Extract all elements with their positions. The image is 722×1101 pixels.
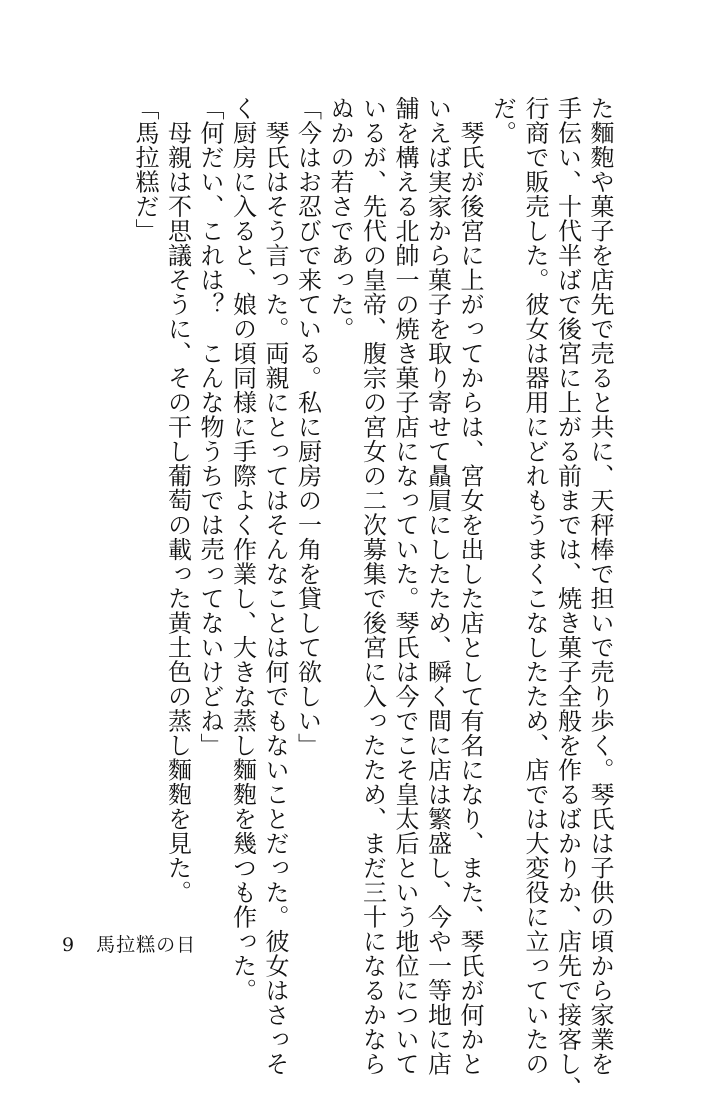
text-line: 舗を構える北帥一の焼き菓子店になっていた。琴氏は今でこそ皇太后という地位について bbox=[391, 96, 419, 1076]
text-line: いえば実家から菓子を取り寄せて贔屓にしたため、瞬く間に店は繁盛し、今や一等地に店 bbox=[423, 96, 452, 1076]
text-line: いるが、先代の皇帝、腹宗の宮女の二次募集で後宮に入ったため、まだ三十になるかなら bbox=[358, 96, 387, 1076]
text-line: 琴氏はそう言った。両親にとってはそんなことは何でもないことだった。彼女はさっそ bbox=[261, 96, 289, 1076]
text-line: く厨房に入ると、娘の頃同様に手際よく作業し、大きな蒸し麵麭を幾つも作った。 bbox=[228, 96, 257, 1003]
text-line: 母親は不思議そうに、その干し葡萄の載った黄土色の蒸し麵麭を見た。 bbox=[163, 96, 192, 905]
text-line: 手伝い、十代半ばで後宮に上がる前までは、焼き菓子全般を作るばかりか、店先で接客し、 bbox=[553, 96, 582, 1101]
page-number: 9 bbox=[62, 934, 76, 956]
text-line: 「今はお忍びで来ている。私に厨房の一角を貸して欲しい」 bbox=[293, 96, 322, 758]
text-line: ぬかの若さであった。 bbox=[326, 96, 354, 341]
text-line: 「何だい、これは？ こんな物うちでは売ってないけどね」 bbox=[196, 96, 224, 758]
chapter-title: 馬拉糕の日 bbox=[96, 934, 197, 956]
page-footer bbox=[62, 930, 196, 957]
text-line: た麵麭や菓子を店先で売ると共に、天秤棒で担いで売り歩く。琴氏は子供の頃から家業を bbox=[586, 96, 614, 1076]
text-line: 行商で販売した。彼女は器用にどれもうまくこなしたため、店では大変役に立っていたの bbox=[521, 96, 549, 1076]
text-line: 琴氏が後宮に上がってからは、宮女を出した店として有名になり、また、琴氏が何かと bbox=[456, 96, 484, 1076]
text-line: だ。 bbox=[488, 96, 517, 145]
text-line: 「馬拉糕だ」 bbox=[131, 96, 159, 243]
